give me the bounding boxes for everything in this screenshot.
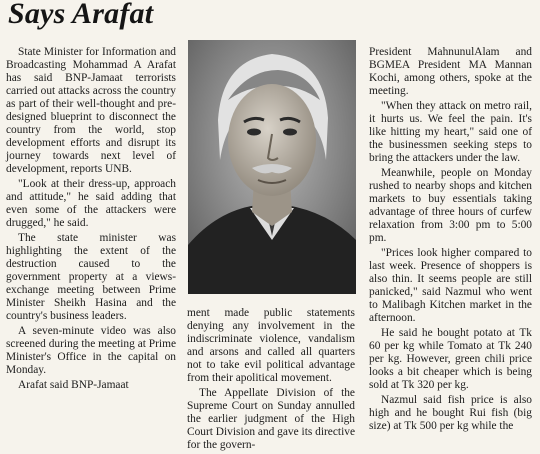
headline: Says Arafat [8, 0, 154, 30]
paragraph: President MahnunulAlam and BGMEA President MA Mannan Kochi, among others, spoke at the meeting. [369, 46, 532, 97]
column-3-clip [362, 42, 540, 440]
column-1 [6, 46, 176, 394]
paragraph: "Look at their dress-up, approach and attitude," he said adding that even some of the attackers were drugged," he said. [6, 178, 176, 229]
portrait-illustration [188, 40, 356, 294]
paragraph: The Appellate Division of the Supreme Court on Sunday annulled the earlier judgment of the High Court Division and gave its directive for the govern- [187, 387, 355, 451]
paragraph: Meanwhile, people on Monday rushed to nearby shops and kitchen markets to buy essentials taking advantage of three hours of curfew relaxation from 3:00 pm to 5:00 pm. [369, 167, 532, 244]
column-1-clip [0, 42, 182, 440]
paragraph: The state minister was highlighting the extent of the destruction caused to the government property at a views-exchange meeting between Prime Minister Sheikh Hasina and the country's business leaders. [6, 232, 176, 322]
portrait-photo [188, 40, 356, 294]
paragraph: "Prices look higher compared to last week. Presence of shoppers is also thin. It seems people are still panicked," said Nazmul who went to Malibagh Kitchen market in the afternoon. [369, 247, 532, 324]
column-3 [369, 46, 532, 435]
column-2 [187, 307, 355, 454]
paragraph: A seven-minute video was also screened during the meeting at Prime Minister's Office in the capital on Monday. [6, 325, 176, 376]
paragraph: ment made public statements denying any involvement in the indiscriminate violence, vandalism and arsons and called all quarters not to take evil political advantage from their apolitical movement. [187, 307, 355, 384]
paragraph: He said he bought potato at Tk 60 per kg while Tomato at Tk 240 per kg. However, green chili price looks a bit cheaper which is being sold at Tk 320 per kg. [369, 327, 532, 391]
column-2-clip [182, 300, 362, 451]
paragraph: "When they attack on metro rail, it hurts us. We feel the pain. It's like hitting my heart," said one of the businessmen seeking steps to bring the attackers under the law. [369, 100, 532, 164]
paragraph: State Minister for Information and Broadcasting Mohammad A Arafat has said BNP-Jamaat terrorists carried out attacks across the country as part of their well-thought and pre-designed blueprint to disconnect the country from the world, stop development efforts and disrupt its journey towards next level of development, reports UNB. [6, 46, 176, 175]
paragraph: Nazmul said fish price is also high and he bought Rui fish (big size) at Tk 500 per kg while the [369, 394, 532, 432]
paragraph: Arafat said BNP-Jamaat [18, 379, 129, 391]
